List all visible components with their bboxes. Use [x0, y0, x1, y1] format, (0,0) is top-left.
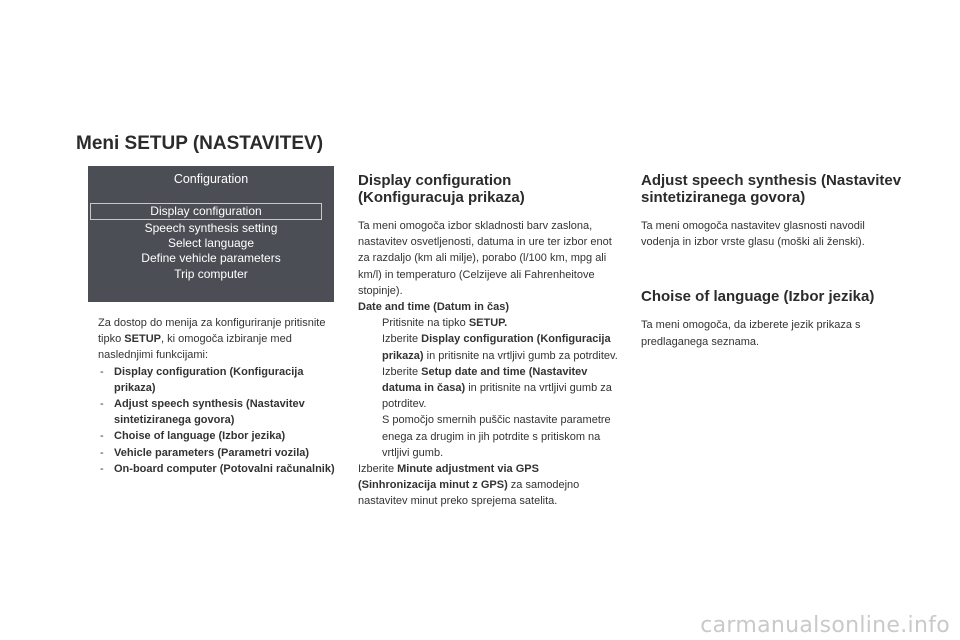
column-right — [641, 172, 903, 350]
function-item: - Vehicle parameters (Parametri vozila) — [100, 446, 310, 459]
column-left — [76, 315, 342, 477]
gps-paragraph: Izberite Minute adjustment via GPS (Sinhronizacija minut z GPS) za samodejno nastavitev minut preko sprejema satelita. — [358, 463, 580, 508]
date-time-heading: Date and time (Datum in čas) — [358, 301, 509, 314]
screen-menu-item-trip-computer: Trip computer — [174, 267, 248, 281]
setup-key-label: SETUP — [124, 333, 161, 346]
function-item: - On-board computer (Potovalni računalnik) — [100, 462, 335, 475]
function-item: - Choise of language (Izbor jezika) — [100, 430, 286, 443]
function-item: - Display configuration (Konfiguracija prikaza) — [100, 365, 304, 394]
screen-menu-item-display-configuration: Display configuration — [90, 203, 322, 220]
language-heading: Choise of language (Izbor jezika) — [641, 288, 875, 306]
intro-paragraph: Za dostop do menija za konfiguriranje pritisnite tipko SETUP, ki omogoča izbiranje med naslednjimi funkcijami: — [98, 317, 326, 362]
screen-menu-item-select-language: Select language — [167, 236, 255, 250]
step-item: Izberite Display configuration (Konfiguracija prikaza) in pritisnite na vrtljivi gumb za potrditev. — [382, 333, 618, 362]
screen-title: Configuration — [173, 172, 249, 186]
column-middle — [358, 172, 620, 510]
screen-menu-item-vehicle-parameters: Define vehicle parameters — [141, 251, 281, 265]
screen-menu-item-speech-synthesis: Speech synthesis setting — [144, 221, 278, 235]
speech-synthesis-body: Ta meni omogoča nastavitev glasnosti navodil vodenja in izbor vrste glasu (moški ali ženski). — [641, 220, 865, 249]
speech-synthesis-heading: Adjust speech synthesis (Nastavitev sintetiziranega govora) — [641, 172, 902, 206]
language-body: Ta meni omogoča, da izberete jezik prikaza s predlaganega seznama. — [641, 319, 861, 348]
setup-screen-image — [88, 166, 334, 302]
step-item: Izberite Setup date and time (Nastavitev datuma in časa) in pritisnite na vrtljivi gumb za potrditev. — [382, 365, 612, 411]
watermark: carmanualsonline.info — [700, 613, 950, 638]
display-configuration-heading: Display configuration (Konfiguracuja prikaza) — [358, 172, 525, 206]
display-configuration-body: Ta meni omogoča izbor skladnosti barv zaslona, nastavitev osvetljenosti, datuma in ure ter izbor enot za razdaljo (km ali milje), porabo (l/100 km, mpg ali km/l) in temperaturo (Celzijeve ali Fahrenheitove stopinje). — [358, 220, 612, 297]
step-item: Pritisnite na tipko SETUP. — [382, 317, 508, 330]
step-item: S pomočjo smernih puščic nastavite parametre enega za drugim in jih potrdite s pritiskom na vrtljivi gumb. — [382, 414, 611, 459]
function-item: - Adjust speech synthesis (Nastavitev sintetiziranega govora) — [100, 398, 305, 427]
page-title: Meni SETUP (NASTAVITEV) — [76, 133, 324, 154]
